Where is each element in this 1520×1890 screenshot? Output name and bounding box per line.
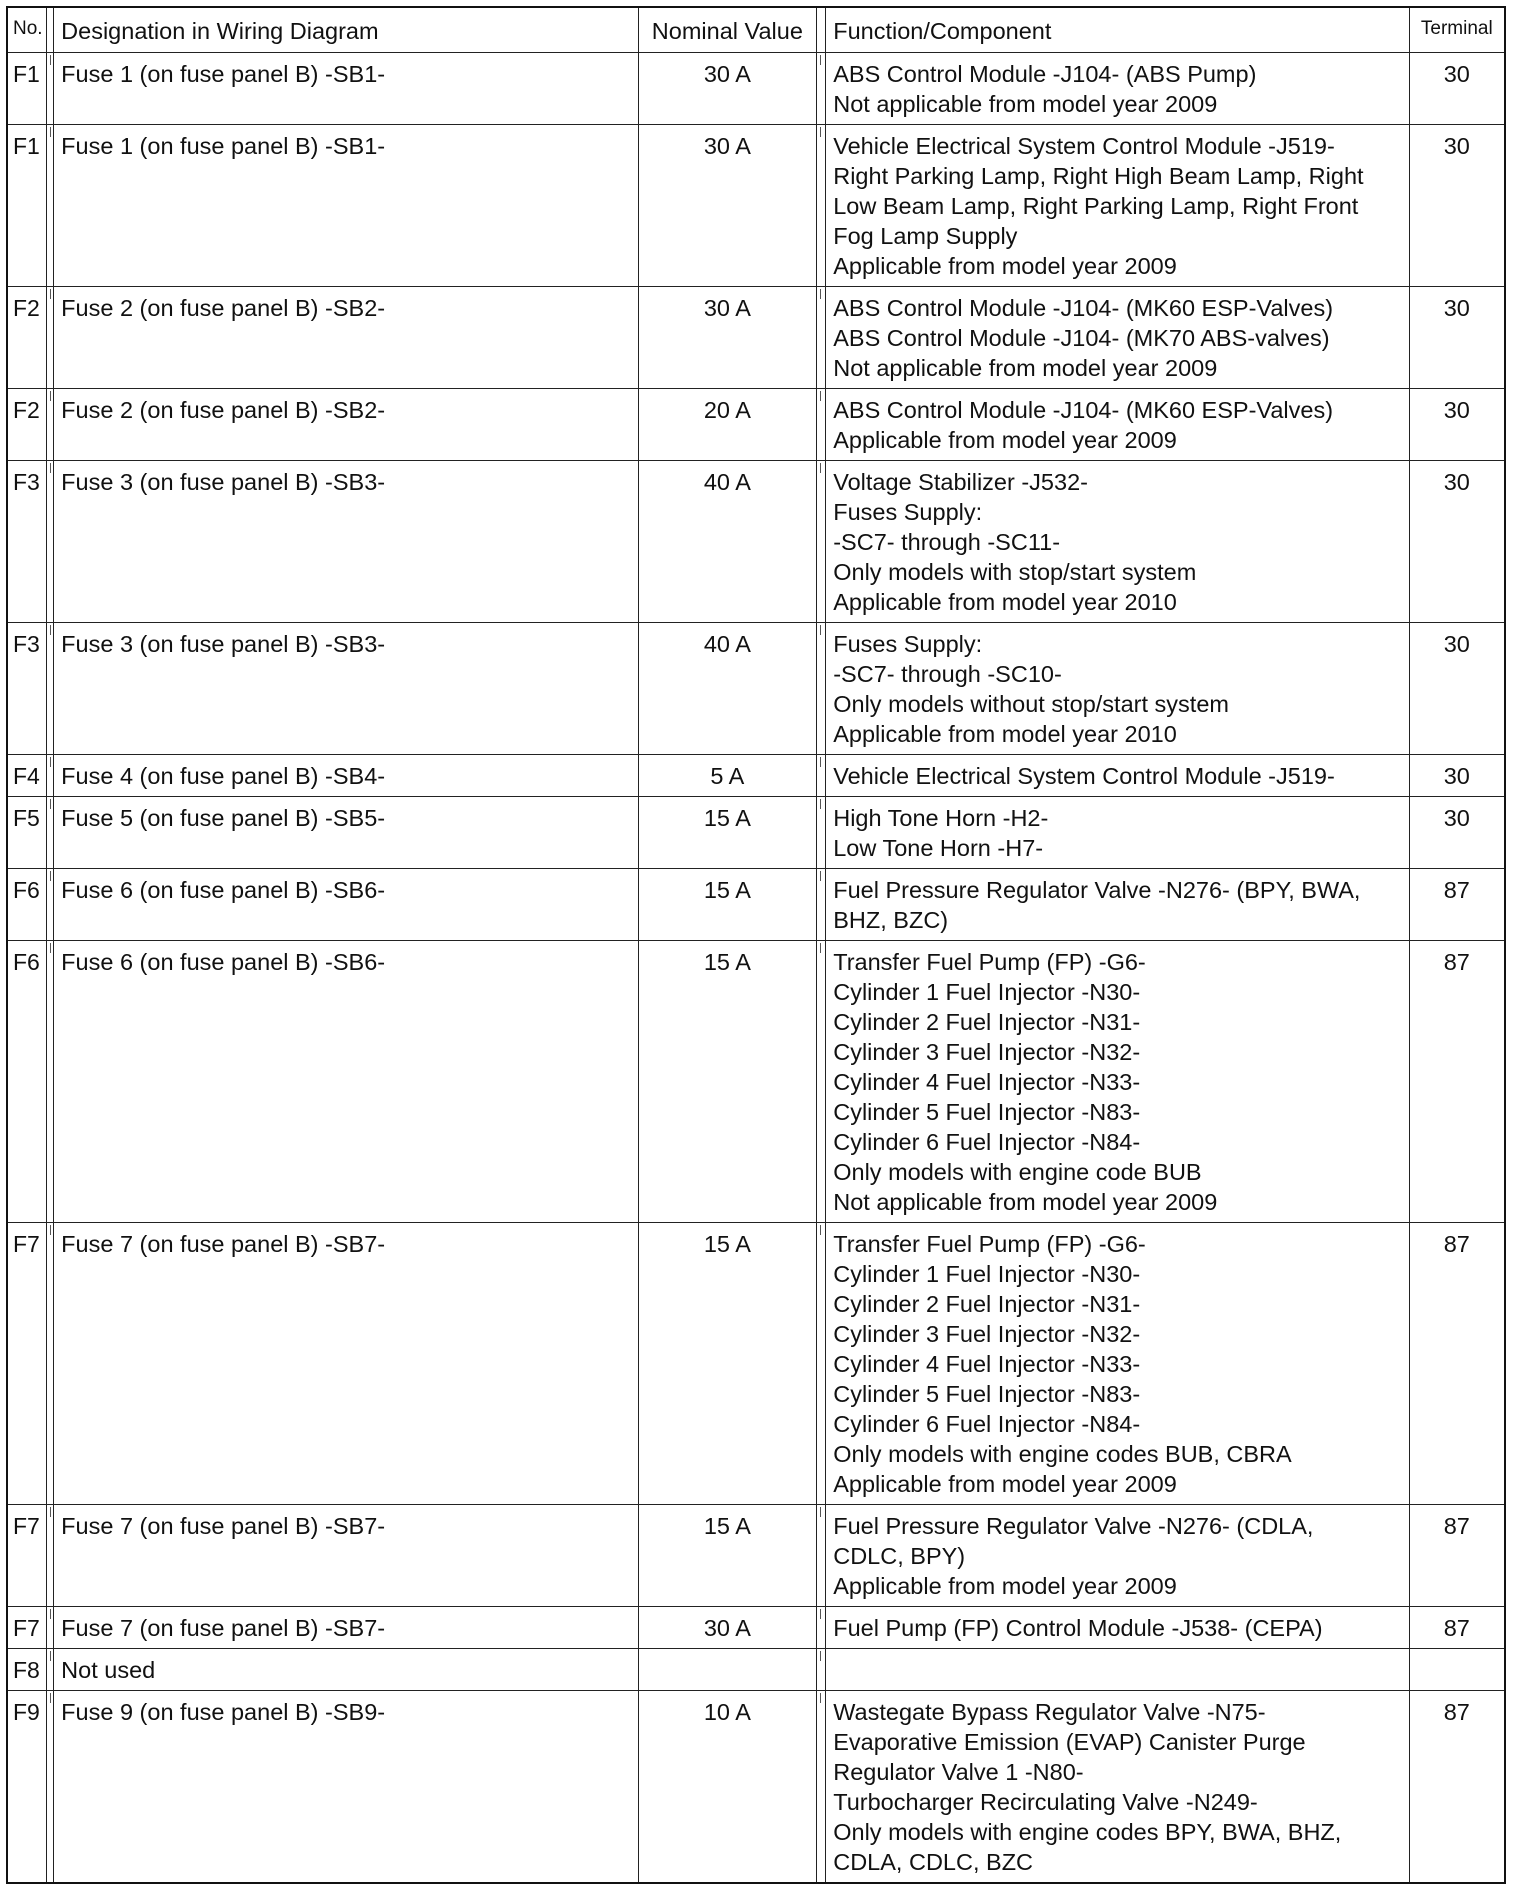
function-line: Only models with engine codes BPY, BWA, BHZ, <box>833 1819 1342 1845</box>
fuse-function <box>826 623 1409 755</box>
table-row <box>7 287 1505 389</box>
function-line: Not applicable from model year 2009 <box>833 1189 1218 1215</box>
fuse-function <box>826 797 1409 869</box>
row-spacer-2 <box>817 869 826 941</box>
fuse-function <box>826 287 1409 389</box>
function-line: Low Beam Lamp, Right Parking Lamp, Right Front <box>833 193 1359 219</box>
fuse-nominal-value: 15 A <box>638 797 817 869</box>
tick-mark <box>820 1609 821 1619</box>
fuse-number: F1 <box>7 53 47 125</box>
function-line: Low Tone Horn -H7- <box>833 835 1044 861</box>
function-line: Right Parking Lamp, Right High Beam Lamp, Right <box>833 163 1364 189</box>
fuse-terminal: 30 <box>1409 53 1505 125</box>
row-spacer <box>47 1649 54 1691</box>
fuse-terminal: 87 <box>1409 1607 1505 1649</box>
tick-mark <box>50 799 51 809</box>
fuse-terminal: 30 <box>1409 287 1505 389</box>
tick-mark <box>820 757 821 767</box>
fuse-designation: Fuse 6 (on fuse panel B) -SB6- <box>54 941 638 1223</box>
function-line: Applicable from model year 2010 <box>833 721 1177 747</box>
row-spacer-2 <box>817 1691 826 1884</box>
row-spacer-2 <box>817 755 826 797</box>
row-spacer <box>47 125 54 287</box>
row-spacer <box>47 389 54 461</box>
header-no: No. <box>7 7 47 53</box>
table-row <box>7 1691 1505 1884</box>
tick-mark <box>50 55 51 65</box>
fuse-designation: Not used <box>54 1649 638 1691</box>
fuse-designation: Fuse 1 (on fuse panel B) -SB1- <box>54 125 638 287</box>
function-line: Applicable from model year 2009 <box>833 427 1177 453</box>
fuse-nominal-value: 10 A <box>638 1691 817 1884</box>
function-line: Cylinder 1 Fuel Injector -N30- <box>833 1261 1141 1287</box>
function-line: Not applicable from model year 2009 <box>833 355 1218 381</box>
function-line: Only models with engine code BUB <box>833 1159 1202 1185</box>
fuse-terminal <box>1409 1649 1505 1691</box>
tick-mark <box>820 463 821 473</box>
function-line: Applicable from model year 2009 <box>833 253 1177 279</box>
fuse-designation: Fuse 7 (on fuse panel B) -SB7- <box>54 1607 638 1649</box>
function-line: Cylinder 4 Fuel Injector -N33- <box>833 1351 1141 1377</box>
table-row <box>7 755 1505 797</box>
fuse-designation: Fuse 3 (on fuse panel B) -SB3- <box>54 623 638 755</box>
function-line: Cylinder 6 Fuel Injector -N84- <box>833 1411 1141 1437</box>
function-line: High Tone Horn -H2- <box>833 805 1049 831</box>
table-row <box>7 1649 1505 1691</box>
fuse-function <box>826 389 1409 461</box>
row-spacer-2 <box>817 797 826 869</box>
function-line: Fuses Supply: <box>833 631 983 657</box>
tick-mark <box>820 1693 821 1703</box>
tick-mark <box>50 1609 51 1619</box>
function-line: Cylinder 3 Fuel Injector -N32- <box>833 1321 1141 1347</box>
function-line: -SC7- through -SC10- <box>833 661 1062 687</box>
row-spacer <box>47 287 54 389</box>
fuse-function <box>826 755 1409 797</box>
fuse-function <box>826 1607 1409 1649</box>
function-line: Fog Lamp Supply <box>833 223 1018 249</box>
table-row <box>7 461 1505 623</box>
row-spacer-2 <box>817 623 826 755</box>
fuse-designation: Fuse 4 (on fuse panel B) -SB4- <box>54 755 638 797</box>
fuse-function <box>826 125 1409 287</box>
row-spacer-2 <box>817 461 826 623</box>
function-line: Applicable from model year 2009 <box>833 1471 1177 1497</box>
header-nominal-value: Nominal Value <box>638 7 817 53</box>
header-function: Function/Component <box>826 7 1409 53</box>
function-line: Cylinder 3 Fuel Injector -N32- <box>833 1039 1141 1065</box>
fuse-function <box>826 1649 1409 1691</box>
table-row <box>7 389 1505 461</box>
fuse-designation: Fuse 3 (on fuse panel B) -SB3- <box>54 461 638 623</box>
fuse-terminal: 30 <box>1409 755 1505 797</box>
table-header-row <box>7 7 1505 53</box>
fuse-designation: Fuse 6 (on fuse panel B) -SB6- <box>54 869 638 941</box>
fuse-terminal: 87 <box>1409 941 1505 1223</box>
row-spacer <box>47 461 54 623</box>
fuse-number: F2 <box>7 287 47 389</box>
tick-mark <box>820 391 821 401</box>
tick-mark <box>50 757 51 767</box>
row-spacer-2 <box>817 389 826 461</box>
function-line: Turbocharger Recirculating Valve -N249- <box>833 1789 1258 1815</box>
table-row <box>7 623 1505 755</box>
row-spacer <box>47 1607 54 1649</box>
row-spacer <box>47 53 54 125</box>
tick-mark <box>820 943 821 953</box>
fuse-nominal-value: 40 A <box>638 461 817 623</box>
fuse-terminal: 30 <box>1409 623 1505 755</box>
tick-mark <box>820 1651 821 1661</box>
fuse-number: F7 <box>7 1607 47 1649</box>
fuse-nominal-value: 15 A <box>638 1223 817 1505</box>
fuse-designation: Fuse 1 (on fuse panel B) -SB1- <box>54 53 638 125</box>
row-spacer-2 <box>817 1607 826 1649</box>
function-line: Not applicable from model year 2009 <box>833 91 1218 117</box>
fuse-function <box>826 53 1409 125</box>
tick-mark <box>820 1507 821 1517</box>
fuse-nominal-value: 30 A <box>638 125 817 287</box>
table-row <box>7 125 1505 287</box>
tick-mark <box>50 1651 51 1661</box>
fuse-number: F3 <box>7 623 47 755</box>
fuse-nominal-value: 20 A <box>638 389 817 461</box>
fuse-nominal-value: 30 A <box>638 287 817 389</box>
row-spacer-2 <box>817 1223 826 1505</box>
function-line: Fuses Supply: <box>833 499 983 525</box>
table-body <box>7 53 1505 1884</box>
fuse-function <box>826 1691 1409 1884</box>
function-line: Applicable from model year 2009 <box>833 1573 1177 1599</box>
function-line: Voltage Stabilizer -J532- <box>833 469 1088 495</box>
function-line: Evaporative Emission (EVAP) Canister Purge <box>833 1729 1306 1755</box>
function-line: Cylinder 1 Fuel Injector -N30- <box>833 979 1141 1005</box>
fuse-number: F6 <box>7 941 47 1223</box>
header-spacer <box>47 7 54 53</box>
row-spacer <box>47 941 54 1223</box>
fuse-number: F4 <box>7 755 47 797</box>
header-terminal: Terminal <box>1409 7 1505 53</box>
header-spacer-2 <box>817 7 826 53</box>
row-spacer <box>47 623 54 755</box>
fuse-designation: Fuse 7 (on fuse panel B) -SB7- <box>54 1223 638 1505</box>
tick-mark <box>820 289 821 299</box>
function-line: Only models without stop/start system <box>833 691 1229 717</box>
header-designation: Designation in Wiring Diagram <box>54 7 638 53</box>
fuse-table <box>6 6 1506 1884</box>
tick-mark <box>820 871 821 881</box>
row-spacer-2 <box>817 53 826 125</box>
fuse-nominal-value: 15 A <box>638 1505 817 1607</box>
row-spacer-2 <box>817 941 826 1223</box>
fuse-number: F6 <box>7 869 47 941</box>
fuse-nominal-value: 40 A <box>638 623 817 755</box>
fuse-designation: Fuse 7 (on fuse panel B) -SB7- <box>54 1505 638 1607</box>
table-row <box>7 53 1505 125</box>
table-row <box>7 1607 1505 1649</box>
fuse-terminal: 87 <box>1409 1223 1505 1505</box>
tick-mark <box>820 55 821 65</box>
function-line: Vehicle Electrical System Control Module -J519- <box>833 133 1335 159</box>
row-spacer <box>47 1691 54 1884</box>
function-line: Wastegate Bypass Regulator Valve -N75- <box>833 1699 1266 1725</box>
function-line: CDLC, BPY) <box>833 1543 966 1569</box>
fuse-number: F7 <box>7 1505 47 1607</box>
function-line: Transfer Fuel Pump (FP) -G6- <box>833 949 1146 975</box>
fuse-nominal-value: 30 A <box>638 1607 817 1649</box>
fuse-designation: Fuse 9 (on fuse panel B) -SB9- <box>54 1691 638 1884</box>
row-spacer <box>47 1223 54 1505</box>
fuse-terminal: 30 <box>1409 389 1505 461</box>
function-line: Only models with engine codes BUB, CBRA <box>833 1441 1292 1467</box>
fuse-nominal-value: 30 A <box>638 53 817 125</box>
table-row <box>7 1505 1505 1607</box>
row-spacer <box>47 797 54 869</box>
fuse-function <box>826 941 1409 1223</box>
tick-mark <box>820 625 821 635</box>
tick-mark <box>50 289 51 299</box>
fuse-function <box>826 461 1409 623</box>
function-line: Cylinder 2 Fuel Injector -N31- <box>833 1009 1141 1035</box>
fuse-number: F7 <box>7 1223 47 1505</box>
row-spacer-2 <box>817 1649 826 1691</box>
fuse-terminal: 87 <box>1409 869 1505 941</box>
fuse-nominal-value <box>638 1649 817 1691</box>
fuse-function <box>826 1223 1409 1505</box>
function-line: Transfer Fuel Pump (FP) -G6- <box>833 1231 1146 1257</box>
tick-mark <box>820 1225 821 1235</box>
function-line: CDLA, CDLC, BZC <box>833 1849 1034 1875</box>
function-line: Vehicle Electrical System Control Module -J519- <box>833 763 1335 789</box>
function-line: ABS Control Module -J104- (ABS Pump) <box>833 61 1257 87</box>
fuse-number: F8 <box>7 1649 47 1691</box>
function-line: Fuel Pressure Regulator Valve -N276- (CDLA, <box>833 1513 1314 1539</box>
row-spacer-2 <box>817 287 826 389</box>
fuse-number: F2 <box>7 389 47 461</box>
fuse-terminal: 87 <box>1409 1505 1505 1607</box>
row-spacer-2 <box>817 125 826 287</box>
table-row <box>7 797 1505 869</box>
tick-mark <box>50 463 51 473</box>
tick-mark <box>50 391 51 401</box>
fuse-designation: Fuse 2 (on fuse panel B) -SB2- <box>54 389 638 461</box>
function-line: -SC7- through -SC11- <box>833 529 1061 555</box>
tick-mark <box>820 799 821 809</box>
row-spacer-2 <box>817 1505 826 1607</box>
fuse-designation: Fuse 2 (on fuse panel B) -SB2- <box>54 287 638 389</box>
function-line: Applicable from model year 2010 <box>833 589 1177 615</box>
function-line: Cylinder 5 Fuel Injector -N83- <box>833 1099 1141 1125</box>
function-line: Cylinder 6 Fuel Injector -N84- <box>833 1129 1141 1155</box>
function-line: Regulator Valve 1 -N80- <box>833 1759 1084 1785</box>
fuse-designation: Fuse 5 (on fuse panel B) -SB5- <box>54 797 638 869</box>
table-row <box>7 1223 1505 1505</box>
tick-mark <box>820 127 821 137</box>
function-line: ABS Control Module -J104- (MK60 ESP-Valves) <box>833 295 1334 321</box>
function-line: Fuel Pump (FP) Control Module -J538- (CEPA) <box>833 1615 1323 1641</box>
fuse-nominal-value: 5 A <box>638 755 817 797</box>
fuse-function <box>826 869 1409 941</box>
row-spacer <box>47 1505 54 1607</box>
fuse-number: F5 <box>7 797 47 869</box>
function-line: Only models with stop/start system <box>833 559 1197 585</box>
tick-mark <box>50 943 51 953</box>
table-row <box>7 941 1505 1223</box>
fuse-nominal-value: 15 A <box>638 941 817 1223</box>
function-line: ABS Control Module -J104- (MK60 ESP-Valves) <box>833 397 1334 423</box>
function-line: Cylinder 2 Fuel Injector -N31- <box>833 1291 1141 1317</box>
fuse-number: F9 <box>7 1691 47 1884</box>
fuse-terminal: 87 <box>1409 1691 1505 1884</box>
function-line: Cylinder 5 Fuel Injector -N83- <box>833 1381 1141 1407</box>
function-line: Cylinder 4 Fuel Injector -N33- <box>833 1069 1141 1095</box>
row-spacer <box>47 755 54 797</box>
row-spacer <box>47 869 54 941</box>
tick-mark <box>50 1693 51 1703</box>
fuse-terminal: 30 <box>1409 797 1505 869</box>
function-line: ABS Control Module -J104- (MK70 ABS-valves) <box>833 325 1330 351</box>
fuse-number: F1 <box>7 125 47 287</box>
fuse-terminal: 30 <box>1409 125 1505 287</box>
table-row <box>7 869 1505 941</box>
tick-mark <box>50 1225 51 1235</box>
tick-mark <box>50 625 51 635</box>
function-line: BHZ, BZC) <box>833 907 949 933</box>
fuse-number: F3 <box>7 461 47 623</box>
fuse-function <box>826 1505 1409 1607</box>
function-line: Fuel Pressure Regulator Valve -N276- (BPY, BWA, <box>833 877 1361 903</box>
tick-mark <box>50 1507 51 1517</box>
fuse-nominal-value: 15 A <box>638 869 817 941</box>
tick-mark <box>50 871 51 881</box>
tick-mark <box>50 127 51 137</box>
fuse-terminal: 30 <box>1409 461 1505 623</box>
